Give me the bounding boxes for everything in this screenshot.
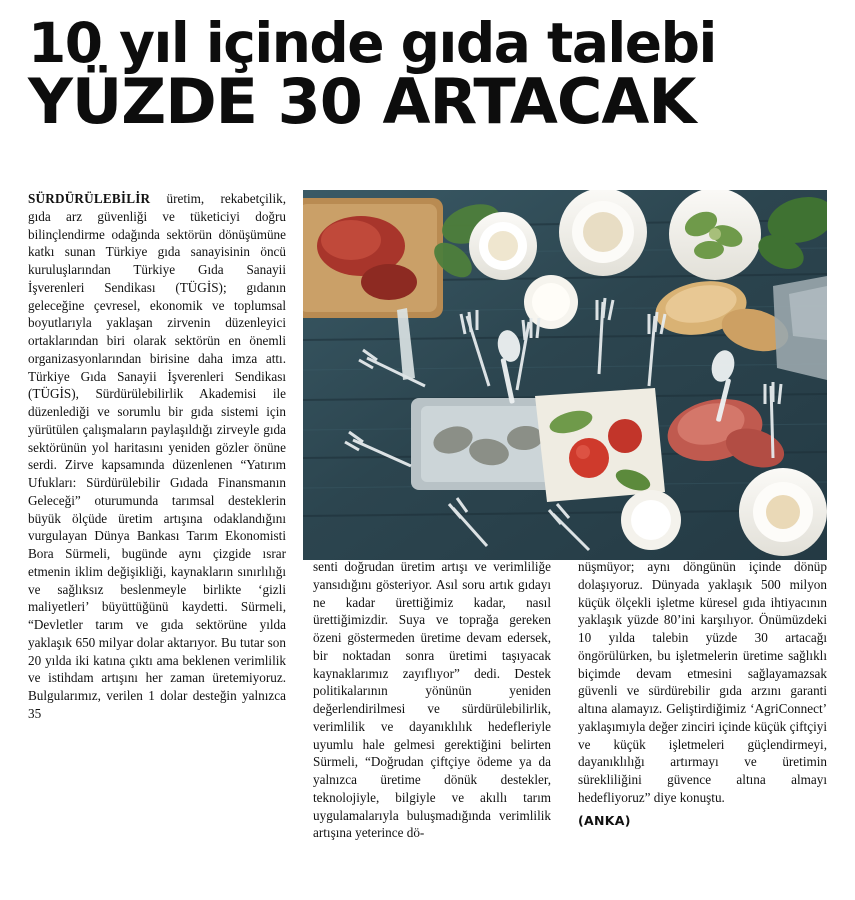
- article-body: [28, 190, 827, 890]
- article-source: (ANKA): [578, 812, 631, 828]
- article-column-1-body: üretim, rekabetçilik, gıda arz güvenliği ve tüketiciyi doğru bilinçlendirme odağında sektörün dönüşümüne katkı sunan Türkiye gıda sanayisinin öncü kuruluşlarından Türkiye Gıda Sanayii İşverenleri Sendikası (TÜGİS); gıdanın geleceğine çevresel, ekonomik ve toplumsal boyutlarıyla yaklaşan zirvenin düzenleyici ortaklarından biri olarak sektörün en önemli organizasyonlarından birisine daha imza attı. Türkiye Gıda Sanayii İşverenleri Sendikası (TÜGİS), Sürdürülebilirlik Akademisi ile düzenlediği ve sorumlu bir gıda sistemi için yürütülen çalışmaların paylaşıldığı zirveyle gıda sektörünün yol haritasını yeniden gözler önüne serdi. Zirve kapsamında düzenlenen “Yatırım Ufukları: Sürdürülebilir Gıdada Finansmanın Geleceği” oturumunda tarımsal desteklerin büyük ölçüde üretim artışına odaklandığını vurgulayan Dünya Bankası Tarım Ekonomisti Bora Sürmeli, bugünde aynı çizgide ısrar etmenin iklim değişikliği, kaynakların sınırlılığı ve sağlıksız beslenmeyle birlikte ‘gizli maliyetleri’ büyüttüğünü kaydetti. Sürmeli, “Devletler tarım ve gıda sektörüne yılda yaklaşık 650 milyar dolar aktarıyor. Bu tutar son 20 yılda iki katına çıktı ama beklenen verimlilik ve istihdam artışını her zaman üretemiyoruz. Bulgularımız, verilen 1 dolar desteğin yalnızca 35: [28, 191, 286, 721]
- headline-line-1: 10 yıl içinde gıda talebi: [28, 11, 716, 75]
- page-title: [28, 11, 827, 138]
- headline-line-2: YÜZDE 30 ARTACAK: [28, 64, 696, 138]
- article-column-3-text: nüşmüyor; aynı döngünün içinde dönüp dolaşıyoruz. Dünyada yaklaşık 500 milyon küçük ölçekli işletme küresel gıda ihtiyacının yaklaşık yüzde 80’ini karşılıyor. Önümüzdeki 10 yılda talebin yüzde 30 artacağı öngörülürken, bu işletmelerin üretime sağlıklı biçimde devam etmesini sağlayamazsak güvenli ve sürdürebilir gıda arzını garanti altına alamayız. Geliştirdiğimiz ‘AgriConnect’ yaklaşımıyla değer zinciri içinde küçük çiftçiyi ve küçük işletmeleri güçlendirmeyi, dayanıklılığı artırmayı ve üretimin sürekliliğini güvence altına almayı hedefliyoruz” diye konuştu.: [578, 559, 827, 805]
- article-column-3: [578, 558, 827, 829]
- article-column-2-text: senti doğrudan üretim artışı ve verimliliğe yansıdığını gösteriyor. Asıl soru artık gıdayı ne kadar ürettiğimiz kadar, nasıl ürettiğimizdir. Suya ve toprağa gereken özeni göstermeden üretime devam edersek, bir noktadan sonra üretimi taşıyacak kaynaklarımız zayıflıyor” dedi. Destek politikalarının yönünün yeniden değerlendirilmesi ve sürdürülebilirlik, verimlilik ve dayanıklılık hedefleriyle uyumlu hale gelmesi gerektiğini belirten Sürmeli, “Doğrudan çiftçiye ödeme ya da yalnızca üretime dönük destekler, teknolojiyle, bilgiyle ve akıllı tarım uygulamalarıyla buluşmadığında verimlilik artışına yeterince dö-: [313, 559, 551, 841]
- article-column-2: [313, 558, 551, 842]
- article-column-1-text: [28, 190, 286, 723]
- article-column-1: [28, 190, 286, 723]
- article-lead-bold: SÜRDÜRÜLEBİLİR: [28, 191, 151, 206]
